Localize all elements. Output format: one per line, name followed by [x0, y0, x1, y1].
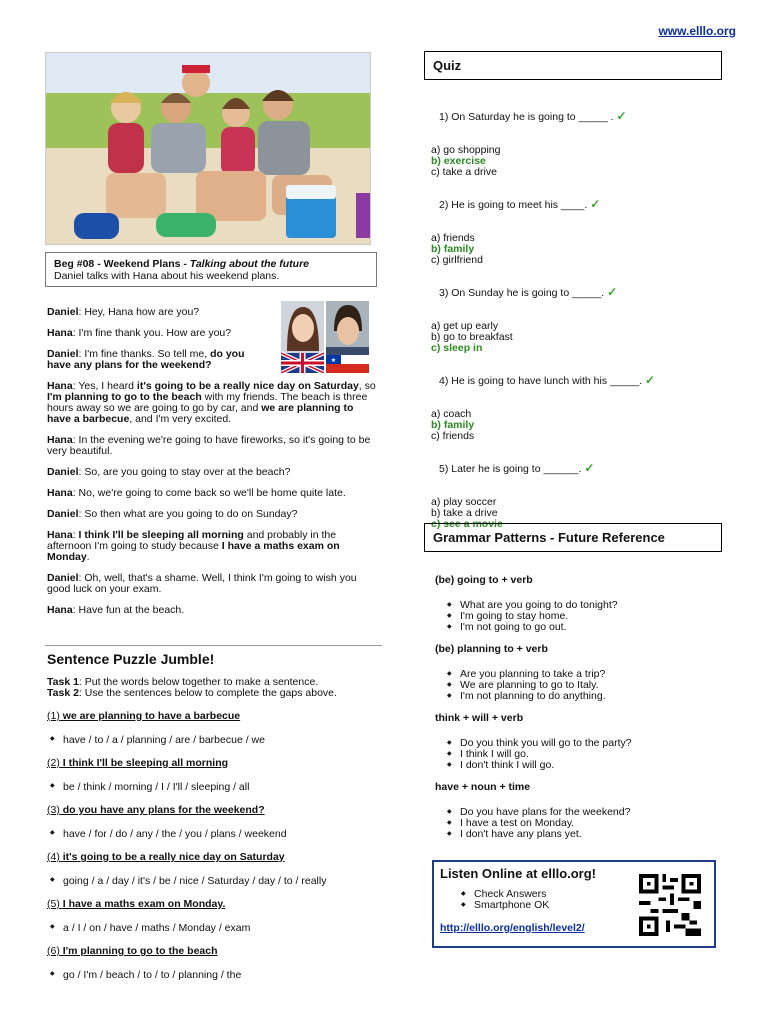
dialogue-text: , and I'm very excited.	[129, 413, 232, 425]
question-text: 2) He is going to meet his ____.	[439, 199, 588, 211]
example-sentence: ◆ I don't think I will go.	[460, 760, 720, 771]
dialogue-text: : Have fun at the beach.	[72, 604, 185, 616]
quiz-options	[431, 321, 721, 354]
puzzle-jumbled-words: ◆ a / I / on / have / maths / Monday / exam	[47, 922, 382, 934]
quiz-options	[431, 145, 721, 178]
speaker-name: Hana	[47, 434, 73, 446]
dialogue-line	[47, 381, 380, 425]
quiz-option: a) friends	[431, 232, 475, 244]
example-sentence: ◆ Do you have plans for the weekend?	[460, 807, 720, 818]
speaker-name: Daniel	[47, 508, 79, 520]
dialogue-text: :	[72, 529, 79, 541]
question-text: 3) On Sunday he is going to _____.	[439, 287, 605, 299]
quiz-option: b) go to breakfast	[431, 331, 513, 343]
dialogue-transcript	[47, 307, 380, 626]
quiz-option: c) take a drive	[431, 166, 497, 178]
checkmark-icon: ✓	[584, 461, 595, 475]
puzzle-answer: it's going to be a really nice day on Saturday	[62, 851, 285, 863]
speaker-name: Hana	[47, 604, 73, 616]
quiz-option: a) go shopping	[431, 144, 501, 156]
correct-option: b) family	[431, 243, 475, 255]
quiz-option: c) friends	[431, 430, 475, 442]
site-url-link[interactable]: www.elllo.org	[658, 24, 736, 38]
puzzle-number: (5)	[47, 898, 63, 910]
puzzle-answer: we are planning to have a barbecue	[59, 710, 241, 722]
speaker-name: Hana	[47, 487, 73, 499]
pattern-heading: have + noun + time	[435, 781, 531, 793]
pattern-examples	[435, 669, 720, 702]
dialogue-line	[47, 530, 380, 563]
section-divider	[45, 645, 382, 646]
quiz-option: a) coach	[431, 408, 472, 420]
quiz-options	[431, 233, 721, 266]
quiz-options	[431, 409, 721, 442]
speaker-name: Daniel	[47, 306, 79, 318]
quiz-question	[431, 286, 721, 299]
puzzle-jumbled-words: ◆ have / for / do / any / the / you / plans / weekend	[47, 828, 382, 840]
lesson-info-box: Beg #08 - Weekend Plans - Talking about the future Daniel talks with Hana about his weekend plans.	[45, 252, 377, 287]
puzzle-sentence	[47, 710, 382, 722]
lesson-subtitle: Talking about the future	[189, 258, 309, 270]
example-sentence: ◆ Are you planning to take a trip?	[460, 669, 720, 680]
puzzle-number: (1)	[47, 710, 60, 722]
example-sentence: ◆ We are planning to go to Italy.	[460, 680, 720, 691]
key-phrase: we are planning to have a barbecue	[47, 402, 354, 425]
pattern-heading: think + will + verb	[435, 712, 524, 724]
dialogue-line	[47, 349, 269, 371]
qr-code	[638, 874, 702, 936]
quiz-option: b) take a drive	[431, 507, 498, 519]
example-sentence: ◆ Do you think you will go to the party?	[460, 738, 720, 749]
dialogue-line	[47, 435, 380, 457]
grammar-pattern	[435, 781, 720, 840]
friends-beach-photo	[45, 52, 371, 245]
dialogue-text: with my friends. The beach is three hours away so we are going to go by car, and	[47, 391, 368, 414]
dialogue-line	[47, 573, 380, 595]
question-text: 5) Later he is going to ______.	[439, 463, 582, 475]
dialogue-text: .	[86, 551, 90, 563]
speaker-name: Hana	[47, 529, 73, 541]
key-phrase: it's going to be a really nice day on Saturday	[136, 380, 359, 392]
dialogue-line	[47, 488, 380, 499]
example-sentence: ◆ I think I will go.	[460, 749, 720, 760]
example-sentence: ◆ I'm not planning to do anything.	[460, 691, 720, 702]
pattern-examples	[435, 807, 720, 840]
puzzle-number: (3)	[47, 804, 60, 816]
quiz-option: a) get up early	[431, 320, 499, 332]
puzzle-sentence	[47, 945, 382, 957]
puzzle-item	[47, 757, 382, 793]
puzzle-jumbled-words: ◆ have / to / a / planning / are / barbecue / we	[47, 734, 382, 746]
puzzle-sentence	[47, 851, 382, 863]
dialogue-line	[47, 509, 380, 520]
grammar-pattern	[435, 574, 720, 633]
puzzle-task-2: Task 2: Use the sentences below to complete the gaps above.	[47, 687, 337, 699]
speaker-name: Daniel	[47, 348, 79, 360]
pattern-heading: (be) going to + verb	[435, 574, 533, 586]
dialogue-line	[47, 467, 380, 478]
checkmark-icon: ✓	[645, 373, 656, 387]
correct-option: b) exercise	[431, 155, 486, 167]
dialogue-text: : I'm fine thank you. How are you?	[72, 327, 232, 339]
example-sentence: ◆ What are you going to do tonight?	[460, 600, 720, 611]
puzzle-item	[47, 710, 382, 746]
pattern-heading: (be) planning to + verb	[435, 643, 548, 655]
dialogue-text: : So, are you going to stay over at the beach?	[78, 466, 291, 478]
key-phrase: I think I'll be sleeping all morning	[78, 529, 244, 541]
correct-option: c) see a movie	[431, 518, 503, 530]
checkmark-icon: ✓	[590, 197, 601, 211]
dialogue-text: : In the evening we're going to have fireworks, so it's going to be very beautiful.	[47, 434, 371, 457]
example-sentence: ◆ I'm not going to go out.	[460, 622, 720, 633]
lesson-title: Beg #08 - Weekend Plans	[54, 258, 181, 270]
dialogue-text: and probably in the afternoon I'm going to study because	[47, 529, 337, 552]
puzzle-number: (2)	[47, 757, 60, 769]
puzzle-item	[47, 804, 382, 840]
checkmark-icon: ✓	[616, 109, 627, 123]
dialogue-line	[47, 328, 269, 339]
puzzle-jumbled-words: ◆ going / a / day / it's / be / nice / Saturday / day / to / really	[47, 875, 382, 887]
question-text: 4) He is going to have lunch with his _____.	[439, 375, 643, 387]
speaker-name: Hana	[47, 327, 73, 339]
lesson-description: Daniel talks with Hana about his weekend plans.	[54, 270, 280, 282]
quiz-heading: Quiz	[424, 51, 722, 80]
dialogue-text: : Yes, I heard	[72, 380, 137, 392]
dialogue-text: , so	[358, 380, 376, 392]
checkmark-icon: ✓	[607, 285, 618, 299]
speaker-name: Daniel	[47, 466, 79, 478]
listen-online-box	[432, 860, 716, 948]
quiz-question	[431, 374, 721, 387]
grammar-pattern	[435, 712, 720, 771]
puzzle-answer: I think I'll be sleeping all morning	[59, 757, 229, 769]
dialogue-text: : I'm fine thanks. So tell me,	[78, 348, 211, 360]
dialogue-line	[47, 605, 380, 616]
quiz-question	[431, 198, 721, 211]
puzzle-task-1: Task 1: Put the words below together to make a sentence.	[47, 676, 319, 688]
key-phrase: I have a maths exam on Monday	[47, 540, 340, 563]
correct-option: c) sleep in	[431, 342, 483, 354]
puzzle-sentence	[47, 804, 382, 816]
puzzle-answer: do you have any plans for the weekend?	[59, 804, 265, 816]
example-sentence: ◆ I have a test on Monday.	[460, 818, 720, 829]
svg-text:★: ★	[330, 357, 337, 364]
question-text: 1) On Saturday he is going to _____ .	[439, 111, 614, 123]
pattern-examples	[435, 738, 720, 771]
puzzle-item	[47, 851, 382, 887]
puzzle-number: (4)	[47, 851, 63, 863]
pattern-examples	[435, 600, 720, 633]
puzzle-jumbled-words: ◆ be / think / morning / I / I'll / sleeping / all	[47, 781, 382, 793]
level-url-link[interactable]: http://elllo.org/english/level2/	[440, 922, 585, 934]
puzzle-item	[47, 945, 382, 981]
quiz-question	[431, 462, 721, 475]
quiz-question	[431, 110, 721, 123]
key-phrase: I'm planning to go to the beach	[47, 391, 202, 403]
example-sentence: ◆ I'm going to stay home.	[460, 611, 720, 622]
quiz-section	[431, 110, 721, 550]
quiz-option: c) girlfriend	[431, 254, 483, 266]
grammar-section	[435, 574, 720, 850]
puzzle-jumbled-words: ◆ go / I'm / beach / to / to / planning / the	[47, 969, 382, 981]
grammar-heading: Grammar Patterns - Future Reference	[424, 523, 722, 552]
dialogue-text: : Hey, Hana how are you?	[78, 306, 200, 318]
sentence-puzzle-section	[47, 651, 382, 981]
puzzle-answer: I'm planning to go to the beach	[59, 945, 218, 957]
dialogue-text: : So then what are you going to do on Sunday?	[78, 508, 298, 520]
puzzle-number: (6)	[47, 945, 60, 957]
dialogue-text: : No, we're going to come back so we'll be home quite late.	[72, 487, 346, 499]
dialogue-line	[47, 307, 269, 318]
key-phrase: do you have any plans for the weekend?	[47, 348, 245, 371]
listen-title: Listen Online at elllo.org!	[440, 866, 597, 881]
correct-option: b) family	[431, 419, 475, 431]
puzzle-answer: I have a maths exam on Monday.	[62, 898, 226, 910]
puzzle-sentence	[47, 757, 382, 769]
listen-feature: ◆ Check Answers	[474, 889, 708, 900]
example-sentence: ◆ I don't have any plans yet.	[460, 829, 720, 840]
puzzle-item	[47, 898, 382, 934]
dialogue-text: : Oh, well, that's a shame. Well, I think I'm going to wish you good luck on your exam.	[47, 572, 357, 595]
speaker-name: Hana	[47, 380, 73, 392]
speaker-name: Daniel	[47, 572, 79, 584]
listen-feature: ◆ Smartphone OK	[474, 900, 708, 911]
puzzle-title: Sentence Puzzle Jumble!	[47, 651, 215, 667]
grammar-pattern	[435, 643, 720, 702]
quiz-option: a) play soccer	[431, 496, 497, 508]
puzzle-sentence	[47, 898, 382, 910]
